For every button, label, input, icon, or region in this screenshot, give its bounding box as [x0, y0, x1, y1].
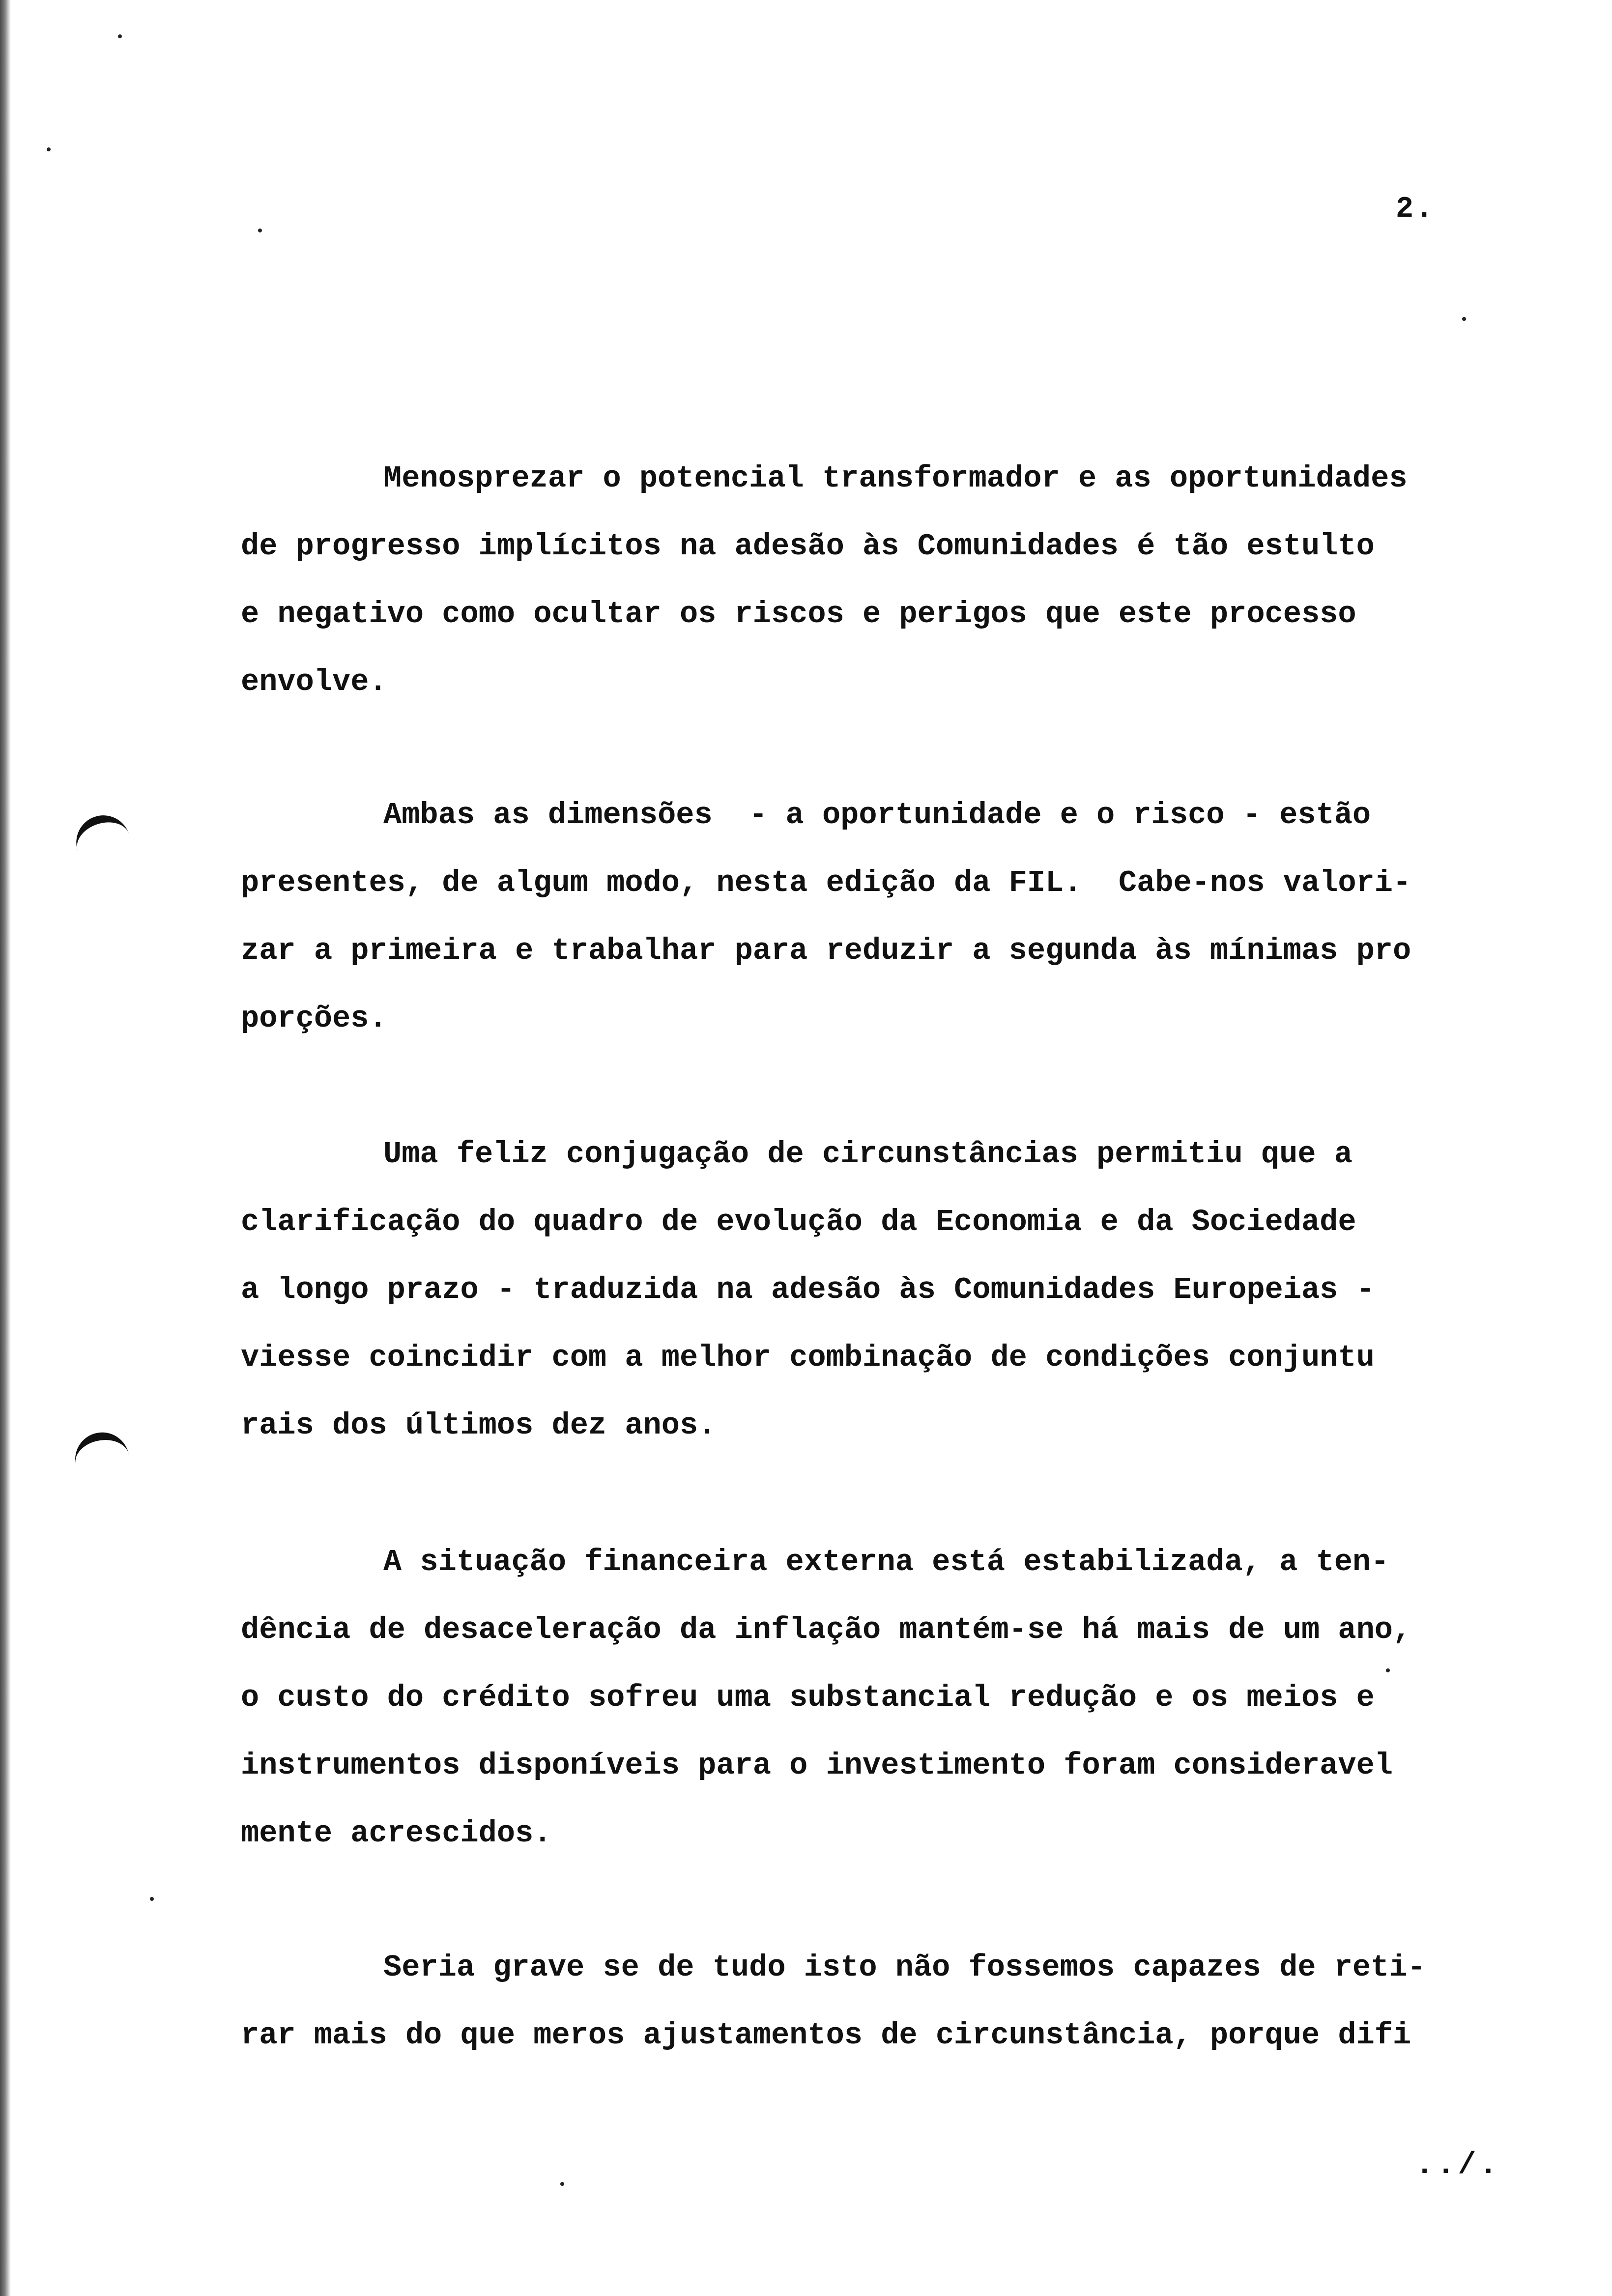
scan-speck: [150, 1897, 154, 1901]
paragraph: [241, 1934, 1538, 2069]
text-line: mente acrescidos.: [241, 1816, 552, 1851]
text-line: instrumentos disponíveis para o investimento foram consideravel: [241, 1748, 1393, 1783]
text-line: Menosprezar o potencial transformador e as oportunidades: [383, 461, 1408, 496]
punch-hole-mark: [71, 1428, 131, 1474]
text-line: viesse coincidir com a melhor combinação de condições conjuntu: [241, 1340, 1375, 1375]
scan-speck: [1462, 317, 1466, 321]
text-line: porções.: [241, 1001, 387, 1036]
text-line: a longo prazo - traduzida na adesão às Comunidades Europeias -: [241, 1272, 1375, 1307]
paragraph: [241, 781, 1538, 1053]
text-line: Seria grave se de tudo isto não fossemos capazes de reti-: [383, 1950, 1426, 1985]
scan-speck: [258, 229, 262, 232]
text-line: de progresso implícitos na adesão às Comunidades é tão estulto: [241, 529, 1375, 564]
text-line: presentes, de algum modo, nesta edição da FIL. Cabe-nos valori-: [241, 865, 1411, 900]
text-line: clarificação do quadro de evolução da Economia e da Sociedade: [241, 1205, 1356, 1239]
text-line: rar mais do que meros ajustamentos de circunstância, porque difi: [241, 2018, 1411, 2053]
continuation-mark: ../.: [1415, 2148, 1500, 2182]
text-line: dência de desaceleração da inflação mantém-se há mais de um ano,: [241, 1612, 1411, 1647]
paragraph: [241, 445, 1538, 716]
text-line: envolve.: [241, 664, 387, 699]
text-line: o custo do crédito sofreu uma substancial redução e os meios e: [241, 1680, 1375, 1715]
scan-edge-artifact: [0, 0, 11, 2296]
scan-speck: [47, 147, 51, 151]
text-line: zar a primeira e trabalhar para reduzir a segunda às mínimas pro: [241, 933, 1411, 968]
text-line: e negativo como ocultar os riscos e perigos que este processo: [241, 597, 1356, 631]
paragraph: [241, 1528, 1538, 1867]
scan-speck: [560, 2182, 564, 2186]
text-line: A situação financeira externa está estabilizada, a ten-: [383, 1545, 1389, 1579]
text-line: Uma feliz conjugação de circunstâncias permitiu que a: [383, 1137, 1353, 1172]
paragraph: [241, 1120, 1538, 1460]
page-number: 2.: [1396, 193, 1436, 226]
text-line: Ambas as dimensões - a oportunidade e o risco - estão: [383, 798, 1371, 832]
text-line: rais dos últimos dez anos.: [241, 1408, 717, 1443]
punch-hole-mark: [69, 808, 132, 861]
scan-speck: [118, 34, 122, 38]
